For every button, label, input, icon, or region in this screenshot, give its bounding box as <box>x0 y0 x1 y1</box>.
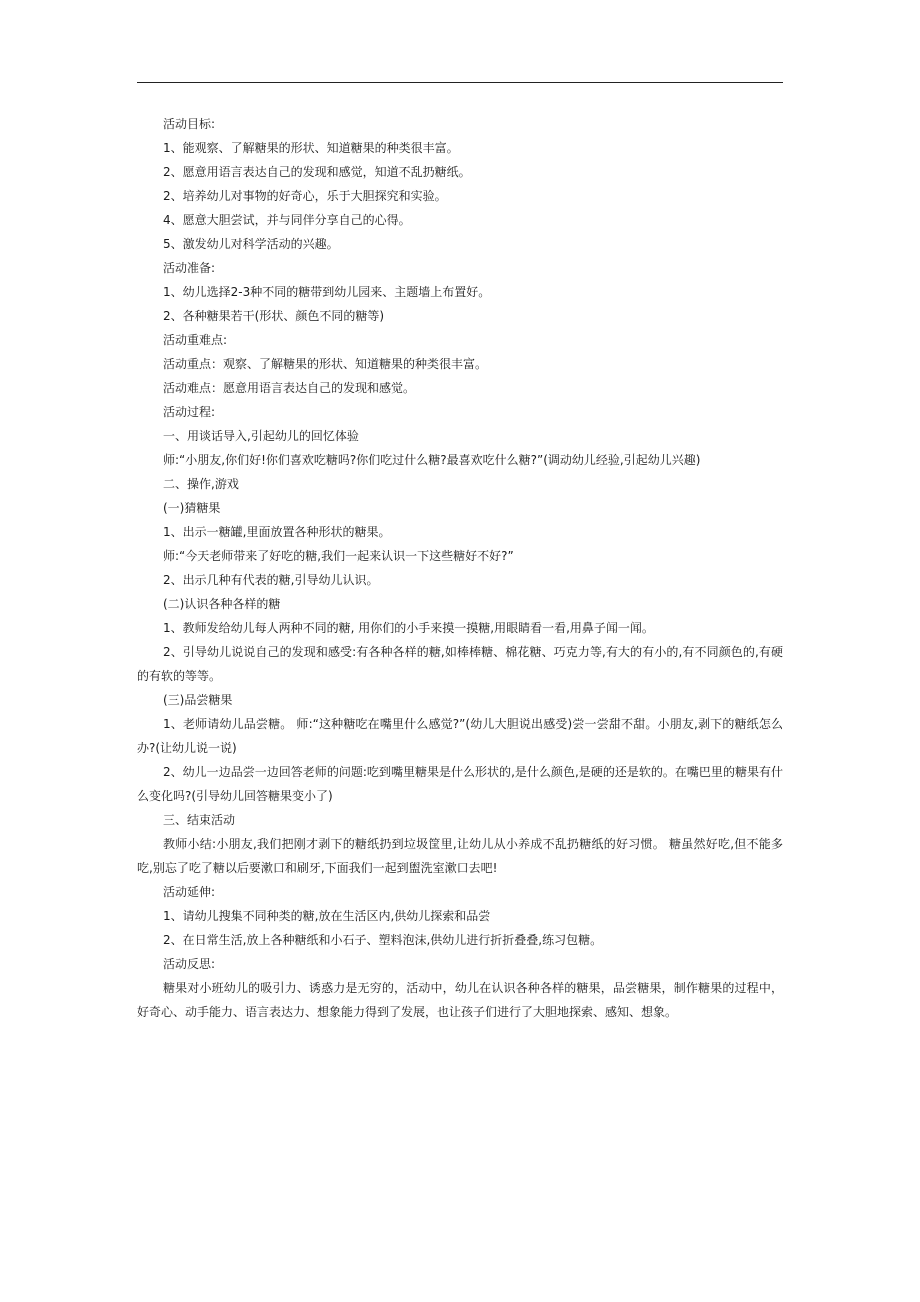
process-step-heading: 三、结束活动 <box>163 813 236 827</box>
process-item: 2、出示几种有代表的糖,引导幼儿认识。 <box>163 573 379 587</box>
process-paragraph: 1、老师请幼儿品尝糖。 师:“这种糖吃在嘴里什么感觉?”(幼儿大胆说出感受)尝一尝甜不甜。小朋友,剥下的糖纸怎么办?(让幼儿说一说) <box>137 717 783 755</box>
heading-activity-extension: 活动延伸: <box>163 885 216 899</box>
process-step-heading: 一、用谈话导入,引起幼儿的回忆体验 <box>163 429 359 443</box>
reflection-paragraph: 糖果对小班幼儿的吸引力、诱惑力是无穷的，活动中，幼儿在认识各种各样的糖果，品尝糖果，制作糖果的过程中，好奇心、动手能力、语言表达力、想象能力得到了发展，也让孩子们进行了大胆地探索、感知、想象。 <box>137 981 783 1019</box>
heading-activity-process: 活动过程: <box>163 405 216 419</box>
goal-item: 2、培养幼儿对事物的好奇心，乐于大胆探究和实验。 <box>163 189 447 203</box>
extension-item: 1、请幼儿搜集不同种类的糖,放在生活区内,供幼儿探索和品尝 <box>163 909 491 923</box>
goal-item: 1、能观察、了解糖果的形状、知道糖果的种类很丰富。 <box>163 141 459 155</box>
goal-item: 2、愿意用语言表达自己的发现和感觉，知道不乱扔糖纸。 <box>163 165 471 179</box>
preparation-item: 1、幼儿选择2-3种不同的糖带到幼儿园来、主题墙上布置好。 <box>163 285 491 299</box>
heading-activity-preparation: 活动准备: <box>163 261 216 275</box>
header-rule <box>137 82 783 83</box>
subsection-heading: (二)认识各种各样的糖 <box>163 597 281 611</box>
key-point: 活动重点：观察、了解糖果的形状、知道糖果的种类很丰富。 <box>163 357 488 371</box>
difficult-point: 活动难点：愿意用语言表达自己的发现和感觉。 <box>163 381 416 395</box>
subsection-heading: (一)猜糖果 <box>163 501 221 515</box>
goal-item: 4、愿意大胆尝试，并与同伴分享自己的心得。 <box>163 213 411 227</box>
process-paragraph: 2、幼儿一边品尝一边回答老师的问题:吃到嘴里糖果是什么形状的,是什么颜色,是硬的还是软的。在嘴巴里的糖果有什么变化吗?(引导幼儿回答糖果变小了) <box>137 765 783 803</box>
process-item: 1、教师发给幼儿每人两种不同的糖, 用你们的小手来摸一摸糖,用眼睛看一看,用鼻子闻一闻。 <box>163 621 654 635</box>
heading-key-difficult-points: 活动重难点: <box>163 333 228 347</box>
subsection-heading: (三)品尝糖果 <box>163 693 233 707</box>
teacher-summary: 教师小结:小朋友,我们把刚才剥下的糖纸扔到垃圾筐里,让幼儿从小养成不乱扔糖纸的好习惯。 糖虽然好吃,但不能多吃,别忘了吃了糖以后要漱口和刷牙,下面我们一起到盥洗室漱口去吧! <box>137 837 783 875</box>
preparation-item: 2、各种糖果若干(形状、颜色不同的糖等) <box>163 309 384 323</box>
process-step-heading: 二、操作,游戏 <box>163 477 239 491</box>
heading-activity-reflection: 活动反思: <box>163 957 216 971</box>
heading-activity-goals: 活动目标: <box>163 117 216 131</box>
document-body <box>137 112 783 1024</box>
teacher-dialogue: 师:“今天老师带来了好吃的糖,我们一起来认识一下这些糖好不好?” <box>163 549 514 563</box>
teacher-dialogue: 师:“小朋友,你们好!你们喜欢吃糖吗?你们吃过什么糖?最喜欢吃什么糖?”(调动幼儿经验,引起幼儿兴趣) <box>163 453 701 467</box>
process-paragraph: 2、引导幼儿说说自己的发现和感受:有各种各样的糖,如棒棒糖、棉花糖、巧克力等,有大的有小的,有不同颜色的,有硬的有软的等等。 <box>137 645 783 683</box>
extension-item: 2、在日常生活,放上各种糖纸和小石子、塑料泡沫,供幼儿进行折折叠叠,练习包糖。 <box>163 933 603 947</box>
process-item: 1、出示一糖罐,里面放置各种形状的糖果。 <box>163 525 391 539</box>
goal-item: 5、激发幼儿对科学活动的兴趣。 <box>163 237 339 251</box>
